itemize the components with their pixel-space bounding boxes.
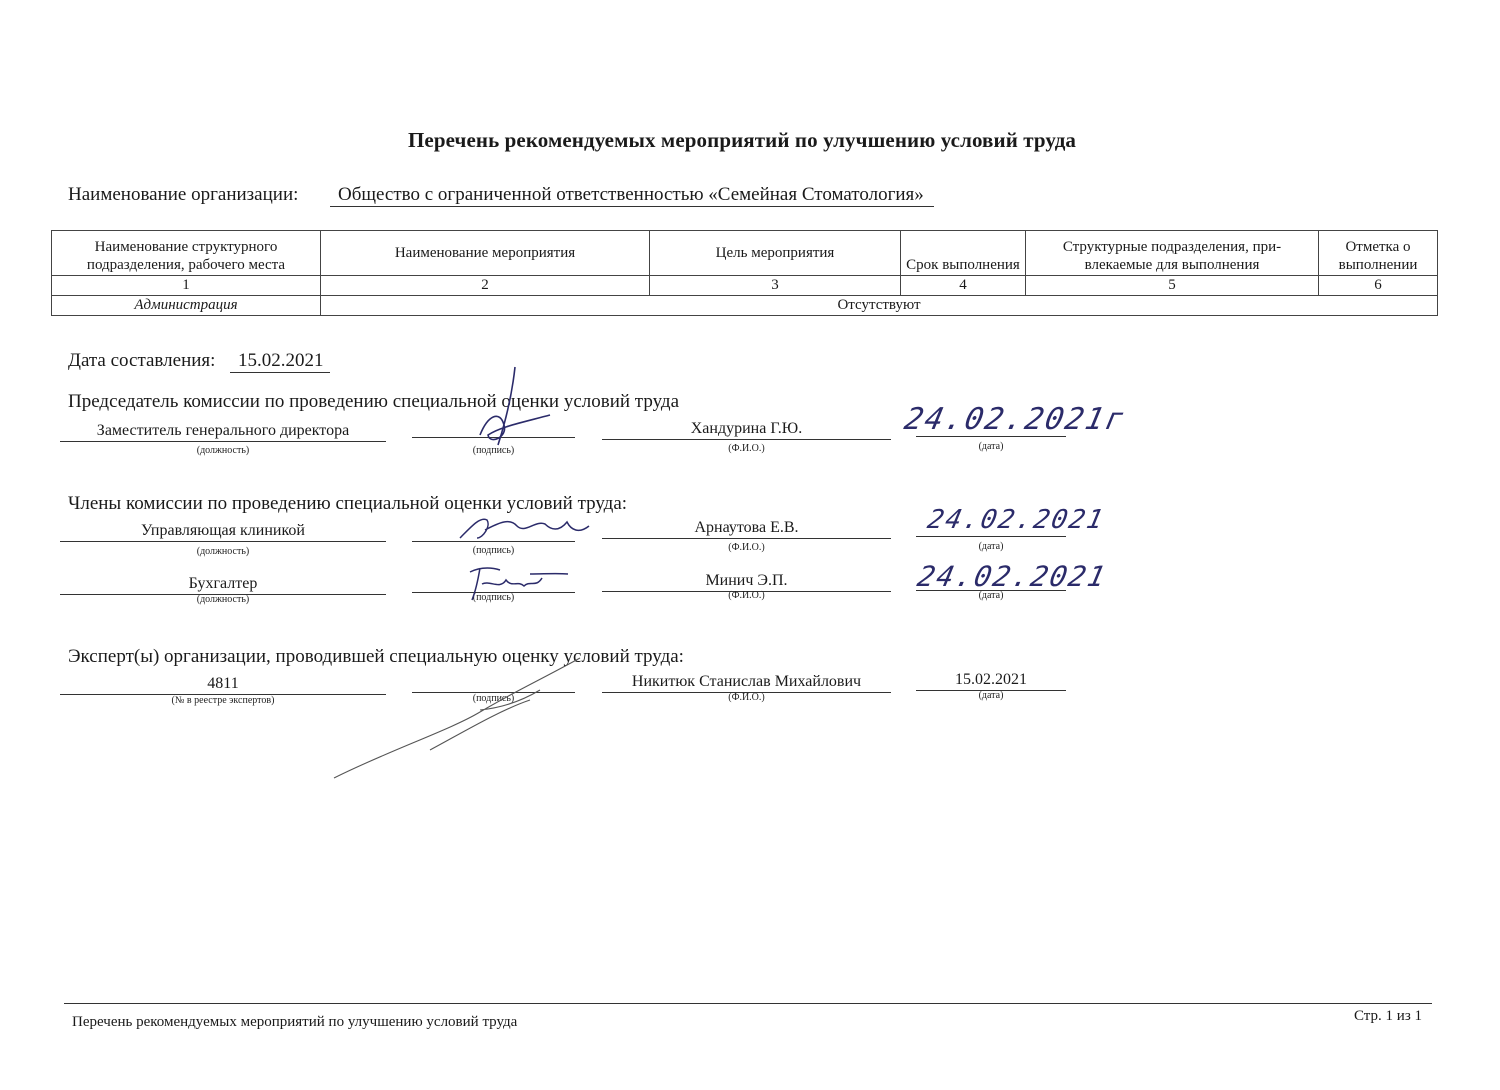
header-involved-units: Структурные подразделения, при-влекаемые для выполнения [1026, 231, 1319, 276]
org-name: Общество с ограниченной ответственностью «Семейная Стоматология» [330, 184, 934, 207]
chairman-heading: Председатель комиссии по проведению специальной оценки условий труда [68, 391, 679, 412]
expert-heading: Эксперт(ы) организации, проводившей специальную оценку условий труда: [68, 646, 684, 667]
member-signature-icon [460, 560, 570, 605]
header-completion-mark: Отметка о выполнении [1319, 231, 1438, 276]
member-name: Минич Э.П. [602, 571, 891, 592]
header-goal: Цель мероприятия [650, 231, 901, 276]
header-deadline: Срок выполнения [901, 231, 1026, 276]
caption-fio: (Ф.И.О.) [728, 542, 765, 553]
header-department: Наименование структурного подразделения, рабочего места [52, 231, 321, 276]
caption-fio: (Ф.И.О.) [728, 443, 765, 454]
caption-date: (дата) [978, 441, 1004, 452]
org-label: Наименование организации: [68, 184, 299, 205]
footer-text: Перечень рекомендуемых мероприятий по улучшению условий труда [72, 1014, 518, 1030]
member-signature-icon [455, 508, 595, 548]
table-number-row [52, 276, 1438, 296]
member-date-line [916, 518, 1066, 537]
measures-cell: Отсутствуют [321, 296, 1438, 316]
page-number: Стр. 1 из 1 [1354, 1008, 1422, 1024]
member-name: Арнаутова Е.В. [602, 518, 891, 539]
chairman-name: Хандурина Г.Ю. [602, 419, 891, 440]
members-heading: Члены комиссии по проведению специальной оценки условий труда: [68, 493, 628, 514]
column-number: 4 [901, 276, 1026, 296]
department-cell: Администрация [52, 296, 321, 316]
caption-fio: (Ф.И.О.) [728, 692, 765, 703]
chairman-handwritten-date: 24.02.2021г [901, 402, 1130, 437]
chairman-position: Заместитель генерального директора [60, 421, 386, 442]
member-handwritten-date: 24.02.2021 [914, 560, 1111, 593]
document-title: Перечень рекомендуемых мероприятий по улучшению условий труда [407, 128, 1077, 152]
member-position: Управляющая клиникой [60, 521, 386, 542]
chairman-signature-icon [460, 365, 570, 455]
caption-date: (дата) [978, 690, 1004, 701]
member-handwritten-date: 24.02.2021 [924, 505, 1108, 535]
expert-signature-icon [330, 650, 590, 785]
table-row [52, 296, 1438, 316]
footer-divider [64, 1003, 1432, 1004]
column-number: 6 [1319, 276, 1438, 296]
caption-fio: (Ф.И.О.) [728, 590, 765, 601]
compiled-date: 15.02.2021 [230, 350, 330, 373]
table-header-row [52, 231, 1438, 276]
column-number: 3 [650, 276, 901, 296]
caption-position: (должность) [196, 445, 250, 456]
caption-position: (должность) [196, 546, 250, 557]
column-number: 2 [321, 276, 650, 296]
compiled-label: Дата составления: [68, 350, 216, 371]
caption-date: (дата) [978, 541, 1004, 552]
expert-date: 15.02.2021 [916, 670, 1066, 691]
caption-registry: (№ в реестре экспертов) [171, 695, 275, 706]
header-measure: Наименование мероприятия [321, 231, 650, 276]
expert-registry-number: 4811 [60, 674, 386, 695]
caption-position: (должность) [196, 594, 250, 605]
caption-signature: (подпись) [472, 545, 515, 556]
caption-date: (дата) [978, 590, 1004, 601]
measures-table [51, 230, 1438, 316]
column-number: 1 [52, 276, 321, 296]
column-number: 5 [1026, 276, 1319, 296]
caption-signature: (подпись) [472, 445, 515, 456]
member-date-line [916, 574, 1066, 591]
member-position: Бухгалтер [60, 574, 386, 595]
expert-name: Никитюк Станислав Михайлович [602, 672, 891, 693]
chairman-date-line [916, 420, 1066, 437]
caption-signature: (подпись) [472, 592, 515, 603]
caption-signature: (подпись) [472, 693, 515, 704]
